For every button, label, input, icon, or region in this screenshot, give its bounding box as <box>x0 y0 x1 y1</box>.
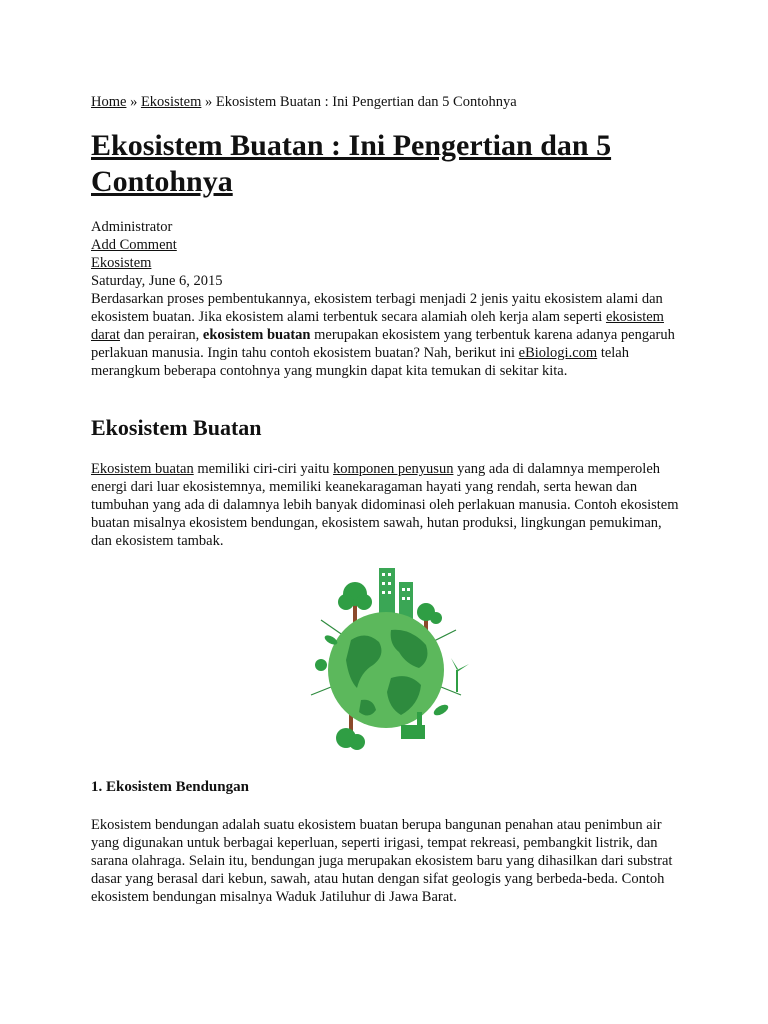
breadcrumb-separator: » <box>201 94 216 110</box>
eco-globe-illustration <box>291 560 481 760</box>
windmill-icon <box>451 658 469 692</box>
intro-bold-term: ekosistem buatan <box>202 327 311 343</box>
globe-icon <box>328 612 444 728</box>
breadcrumb-separator: » <box>126 94 141 110</box>
ebiologi-link[interactable]: eBiologi.com <box>518 345 598 361</box>
ekosistem-buatan-link[interactable]: Ekosistem buatan <box>91 461 194 477</box>
sun-icon <box>315 659 327 671</box>
section-text: memiliki ciri-ciri yaitu <box>193 461 334 477</box>
author-name: Administrator <box>91 219 173 235</box>
intro-text: dan perairan, <box>119 327 203 343</box>
intro-text: telah merangkum beberapa contohnya yang mungkin dapat kita temukan di sekitar kita. <box>91 345 629 379</box>
publish-date: Saturday, June 6, 2015 <box>91 273 223 289</box>
section-paragraph <box>91 460 681 550</box>
section-text: yang ada di dalamnya memperoleh energi dari luar ekosistemnya, memiliki keanekaragaman hayati yang rendah, serta hewan dan tumbuhan yang ada di dalamnya lebih banyak didominasi oleh perlakuan manusia. Contoh ekosistem buatan misalnya ekosistem bendungan, ekosistem sawah, hutan produksi, lingkungan pemukiman, dan ekosistem tambak. <box>91 461 679 549</box>
add-comment-link[interactable]: Add Comment <box>91 237 177 253</box>
intro-text: merupakan ekosistem yang terbentuk karena adanya pengaruh perlakuan manusia. Ingin tahu contoh ekosistem buatan? Nah, berikut ini <box>91 327 675 361</box>
article-meta <box>91 218 223 290</box>
ekosistem-darat-link[interactable]: ekosistem darat <box>91 309 664 343</box>
globe-image <box>291 560 481 760</box>
breadcrumb-category-link[interactable]: Ekosistem <box>140 94 202 110</box>
breadcrumb-home-link[interactable]: Home <box>91 94 127 110</box>
intro-paragraph <box>91 290 681 380</box>
subsection-paragraph: Ekosistem bendungan adalah suatu ekosistem buatan berupa bangunan penahan atau penimbun air yang digunakan untuk berbagai keperluan, seperti irigasi, tempat rekreasi, pembangkit listrik, dan sarana olahraga. Selain itu, bendungan juga merupakan ekosistem baru yang dihasilkan dari substrat dasar yang berasal dari kebun, sawah, atau hutan dengan sifat geologis yang berbeda-beda. Contoh ekosistem bendungan misalnya Waduk Jatiluhur di Jawa Barat. <box>91 817 673 905</box>
komponen-penyusun-link[interactable]: komponen penyusun <box>333 461 454 477</box>
category-link[interactable]: Ekosistem <box>91 255 152 271</box>
intro-text: Berdasarkan proses pembentukannya, ekosistem terbagi menjadi 2 jenis yaitu ekosistem alami dan ekosistem buatan. Jika ekosistem alami terbentuk secara alamiah oleh kerja alam seperti <box>91 291 663 325</box>
section-heading: Ekosistem Buatan <box>91 415 262 440</box>
breadcrumb-current: Ekosistem Buatan : Ini Pengertian dan 5 Contohnya <box>215 94 517 110</box>
breadcrumb <box>91 93 517 111</box>
article-title[interactable]: Ekosistem Buatan : Ini Pengertian dan 5 Contohnya <box>91 129 612 198</box>
subsection-heading: 1. Ekosistem Bendungan <box>91 779 249 795</box>
